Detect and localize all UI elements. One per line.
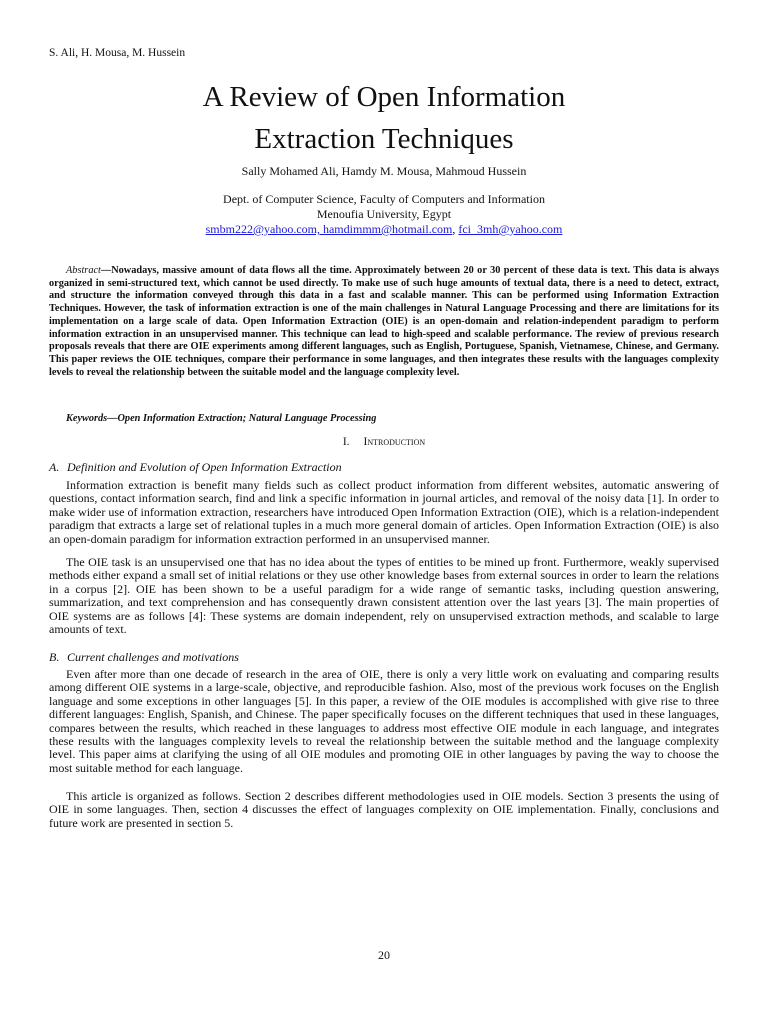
subsection-a-title: Definition and Evolution of Open Information Extraction — [67, 460, 342, 474]
affiliation-university: Menoufia University, Egypt — [316, 207, 452, 221]
subsection-a-label: A. — [49, 460, 60, 474]
section-heading — [0, 436, 768, 448]
affiliation-dept: Dept. of Computer Science, Faculty of Computers and Information — [223, 192, 545, 206]
subsection-a-heading — [49, 460, 342, 475]
section-number: I. — [342, 436, 350, 448]
email-link-1[interactable]: smbm222@yahoo.com, hamdimmm@hotmail.com — [205, 222, 453, 236]
email-separator: , — [452, 222, 459, 236]
authors: Sally Mohamed Ali, Hamdy M. Mousa, Mahmoud Hussein — [241, 164, 527, 178]
abstract — [49, 265, 719, 379]
page-number: 20 — [378, 948, 390, 962]
keywords: Keywords—Open Information Extraction; Natural Language Processing — [66, 413, 377, 424]
title-line-2: Extraction Techniques — [254, 123, 514, 155]
email-link-2[interactable]: fci_3mh@yahoo.com — [458, 222, 563, 236]
subsection-b-label: B. — [49, 650, 60, 664]
paragraph-1: Information extraction is benefit many fields such as collect product information from different websites, automatic answering of questions, contact information search, find and link a specific information in journal articles, and removal of the noisy data [1]. In order to make wider use of information extraction, researchers have introduced Open Information Extraction (OIE), which is a relation-independent paradigm that extracts a large set of relational tuples in a much more general domain of articles. Open Information Extraction (OIE) is also an open-domain paradigm for information extraction performed in an unsupervised manner. — [49, 478, 719, 546]
subsection-b-heading — [49, 650, 239, 665]
running-head: S. Ali, H. Mousa, M. Hussein — [49, 47, 186, 59]
author-emails — [0, 222, 768, 237]
paragraph-4: This article is organized as follows. Section 2 describes different methodologies used in OIE models. Section 3 presents the using of OIE in some languages. Then, section 4 discusses the effect of languages complexity on OIE implementation. Finally, conclusions and future work are presented in section 5. — [49, 789, 719, 830]
title-line-1: A Review of Open Information — [202, 81, 566, 113]
paragraph-3: Even after more than one decade of research in the area of OIE, there is only a very little work on evaluating and comparing results among different OIE systems in a large-scale, objective, and reproducible fashion. Also, most of the previous work focuses on the English language and some exceptions in other languages [5]. In this paper, a review of the OIE modules is accomplished with give rise to three different languages: English, Spanish, and Chinese. The paper specifically focuses on the different techniques that used in these languages, compares between the results, which reached in these languages to address most effective OIE module in each language, and integrates these results with the languages complexity levels to reveal the relationship between the suitable method and the language complexity level. This paper aims at clarifying the using of all OIE modules and promoting OIE in other languages by paving the way to choose the most suitable method for each language. — [49, 667, 719, 775]
paper-title — [0, 76, 768, 160]
abstract-text: —Nowadays, massive amount of data flows all the time. Approximately between 20 or 30 percent of these data is text. This data is always organized in semi-structured text, which cannot be used directly. To make use of such huge amounts of textual data, there is a need to detect, extract, and structure the information conveyed through this data in a fast and scalable manner. This can be performed using Information Extraction Techniques. However, the task of information extraction is one of the main challenges in Natural Language Processing and there are limitations for its implementation on a large scale of data. Open Information Extraction (OIE) is an open-domain and relation-independent paradigm to perform information extraction in an unsupervised manner. This technique can lead to high-speed and scalable performance. The review of previous research proposals reveals that there are OIE experiments among different languages, such as English, Portuguese, Spanish, Vietnamese, Chinese, and Germany. This paper reviews the OIE techniques, compare their performance in some languages, and then integrates these results with the languages complexity levels to reveal the relationship between the suitable model and the language complexity level. — [49, 265, 719, 378]
paragraph-2: The OIE task is an unsupervised one that has no idea about the types of entities to be mined up front. Furthermore, weakly supervised methods either expand a small set of initial relations or they use other knowledge bases from external sources in order to learn the relations in a corpus [2]. OIE has been shown to be a useful paradigm for a wide range of semantic tasks, including question answering, summarization, and text comprehension and has consequently drawn consistent attention over the last years [3]. The main properties of OIE systems are as follows [4]: These systems are domain independent, rely on unsupervised extraction methods, and scalable to large amounts of text. — [49, 555, 719, 637]
abstract-label: Abstract — [66, 265, 101, 276]
subsection-b-title: Current challenges and motivations — [67, 650, 239, 664]
section-title: Introduction — [363, 436, 426, 448]
affiliation — [0, 192, 768, 237]
